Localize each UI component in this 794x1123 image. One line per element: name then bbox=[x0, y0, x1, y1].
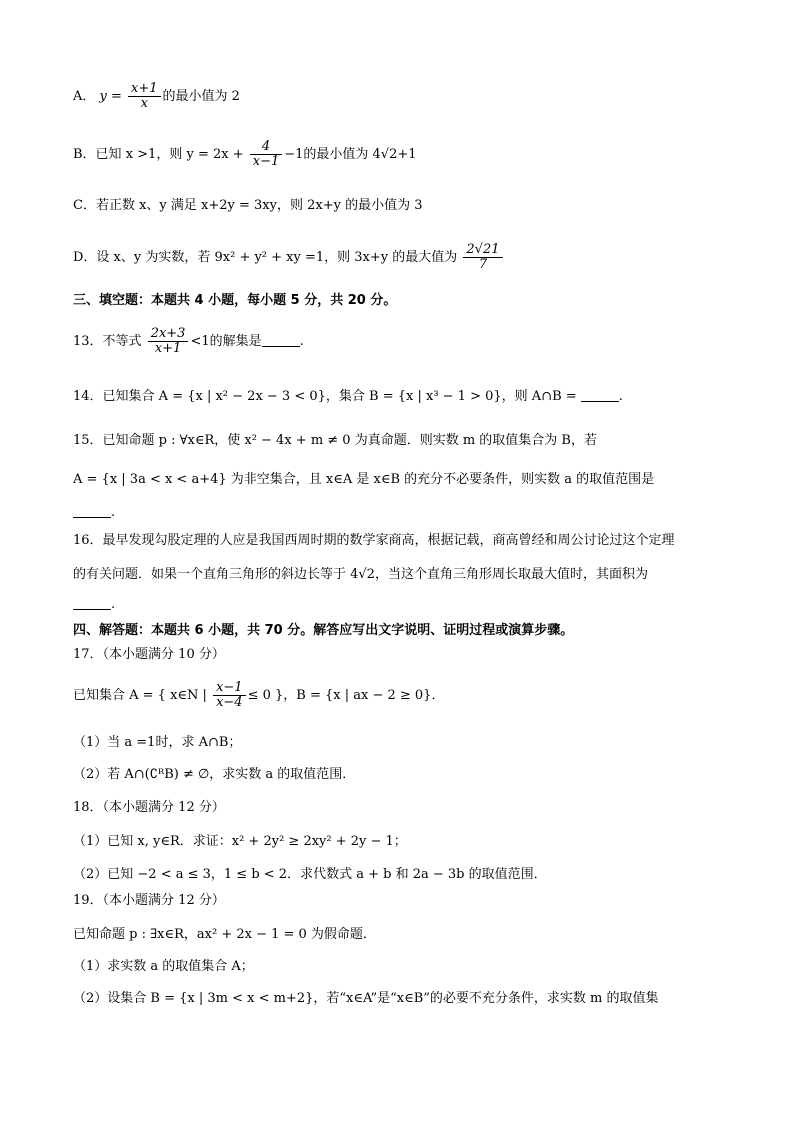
question-17-part1: （1）当 a =1时，求 A∩B； bbox=[73, 735, 242, 750]
question-16-blank bbox=[73, 596, 115, 614]
question-text: <1的解集是 bbox=[190, 334, 262, 349]
answer-blank[interactable] bbox=[73, 597, 111, 610]
question-text: 13．不等式 bbox=[73, 334, 142, 349]
numerator: x+1 bbox=[128, 82, 161, 97]
fraction bbox=[213, 681, 246, 710]
denominator: x−4 bbox=[216, 695, 243, 710]
option-label: B．已知 bbox=[73, 147, 122, 162]
question-19-head: 19．（本小题满分 12 分） bbox=[73, 893, 225, 908]
question-15-line2: A = {x | 3a < x < a+4} 为非空集合，且 x∈A 是 x∈B 的充分不必要条件，则实数 a 的取值范围是 bbox=[73, 472, 655, 487]
numerator: x−1 bbox=[213, 681, 246, 696]
fraction bbox=[128, 82, 161, 111]
denominator: 7 bbox=[478, 257, 488, 272]
denominator: x bbox=[140, 96, 148, 111]
period: . bbox=[111, 505, 116, 520]
question-15-line1: 15．已知命题 p : ∀x∈R，使 x² − 4x + m ≠ 0 为真命题．则实数 m 的取值集合为 B，若 bbox=[73, 433, 597, 448]
period: . bbox=[618, 389, 623, 404]
denominator: x+1 bbox=[154, 341, 182, 356]
option-c bbox=[73, 197, 422, 215]
numerator: 4 bbox=[250, 140, 283, 155]
formula-text: y = bbox=[99, 89, 122, 104]
question-14 bbox=[73, 388, 623, 406]
fraction bbox=[463, 243, 502, 272]
option-d bbox=[73, 243, 505, 272]
question-18-head: 18．（本小题满分 12 分） bbox=[73, 800, 225, 815]
question-text: ≤ 0 }，B = {x | ax − 2 ≥ 0}． bbox=[247, 688, 445, 703]
option-label: A． bbox=[73, 89, 96, 104]
formula-text: x >1，则 y = 2x + bbox=[125, 147, 244, 162]
question-16-line1: 16．最早发现勾股定理的人应是我国西周时期的数学家商高，根据记载，商高曾经和周公讨论过这个定理 bbox=[73, 533, 675, 548]
question-18-part1: （1）已知 x, y∈R．求证：x² + 2y² ≥ 2xy² + 2y − 1； bbox=[73, 834, 407, 849]
question-17-stem bbox=[73, 681, 444, 710]
option-text: −1的最小值为 4√2+1 bbox=[284, 147, 417, 162]
option-text: D．设 x、y 为实数，若 9x² + y² + xy =1，则 3x+y 的最大值为 bbox=[73, 250, 458, 265]
answer-blank[interactable] bbox=[581, 389, 619, 402]
question-16-line2: 的有关问题．如果一个直角三角形的斜边长等于 4√2，当这个直角三角形周长取最大值时，其面积为 bbox=[73, 567, 648, 582]
question-15-blank bbox=[73, 504, 115, 522]
period: . bbox=[299, 334, 304, 349]
option-a bbox=[73, 82, 240, 111]
question-17-head: 17．（本小题满分 10 分） bbox=[73, 647, 225, 662]
numerator: 2x+3 bbox=[148, 327, 189, 342]
option-b bbox=[73, 140, 417, 169]
question-text: 已知集合 A = { x∈N | bbox=[73, 688, 207, 703]
numerator: 2√21 bbox=[463, 243, 502, 258]
question-text: 14．已知集合 A = {x | x² − 2x − 3 < 0}，集合 B = {x | x³ − 1 > 0}，则 A∩B = bbox=[73, 389, 577, 404]
question-19-part2: （2）设集合 B = {x | 3m < x < m+2}，若“x∈A”是“x∈B”的必要不充分条件，求实数 m 的取值集 bbox=[73, 991, 659, 1006]
fraction bbox=[250, 140, 283, 169]
question-17-part2: （2）若 A∩(∁ᴿB) ≠ ∅，求实数 a 的取值范围． bbox=[73, 767, 356, 782]
option-text: C．若正数 x、y 满足 x+2y = 3xy，则 2x+y 的最小值为 3 bbox=[73, 198, 423, 213]
question-19-stem: 已知命题 p : ∃x∈R，ax² + 2x − 1 = 0 为假命题． bbox=[73, 927, 376, 942]
question-13 bbox=[73, 327, 304, 356]
denominator: x−1 bbox=[252, 154, 280, 169]
question-19-part1: （1）求实数 a 的取值集合 A； bbox=[73, 959, 254, 974]
answer-blank[interactable] bbox=[73, 505, 111, 518]
fraction bbox=[148, 327, 189, 356]
period: . bbox=[111, 597, 116, 612]
section-title: 四、解答题：本题共 6 小题，共 70 分。解答应写出文字说明、证明过程或演算步骤。 bbox=[73, 623, 574, 638]
section-title: 三、填空题：本题共 4 小题，每小题 5 分，共 20 分。 bbox=[73, 293, 397, 308]
question-18-part2: （2）已知 −2 < a ≤ 3，1 ≤ b < 2．求代数式 a + b 和 2a − 3b 的取值范围． bbox=[73, 867, 547, 882]
answer-blank[interactable] bbox=[262, 334, 300, 347]
option-text: 的最小值为 2 bbox=[162, 89, 240, 104]
